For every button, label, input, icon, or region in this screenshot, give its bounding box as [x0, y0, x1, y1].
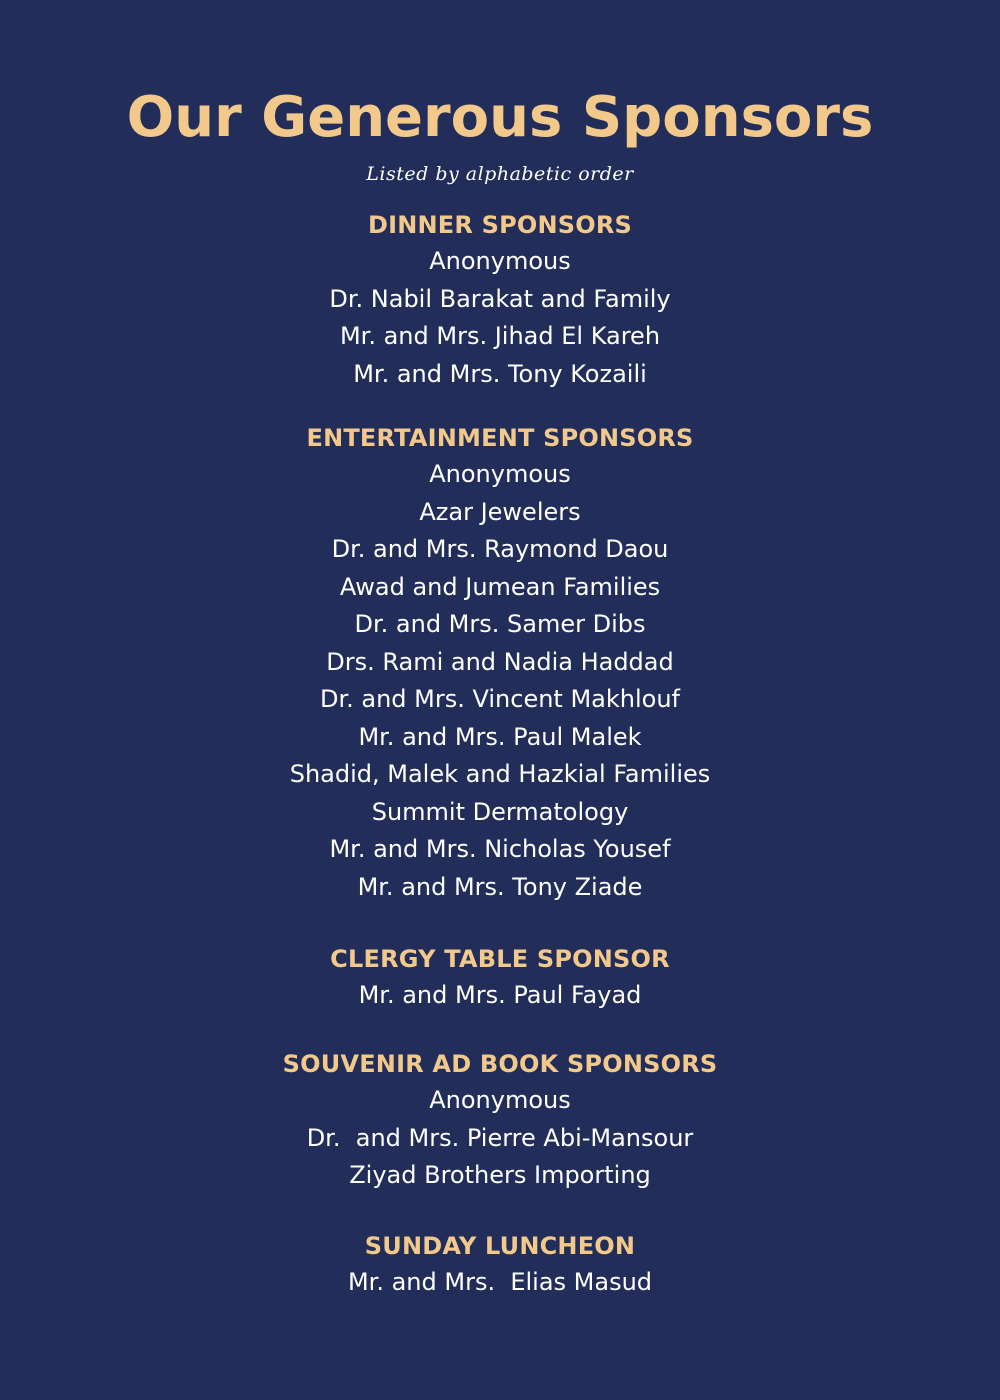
- sponsor-name: Awad and Jumean Families: [339, 572, 661, 601]
- sponsor-name: Anonymous: [429, 247, 571, 275]
- sponsor-name: Mr. and Mrs. Paul Fayad: [358, 981, 642, 1009]
- sunday-luncheon-section: [0, 1228, 1000, 1302]
- sponsor-name: Mr. and Mrs. Paul Malek: [358, 722, 642, 751]
- souvenir-ad-book-sponsors-section: [0, 1046, 1000, 1195]
- sponsor-list: [0, 977, 1000, 1015]
- sponsor-name: Anonymous: [429, 1086, 571, 1114]
- sponsor-name: Azar Jewelers: [419, 497, 581, 526]
- page-subtitle: Listed by alphabetic order: [366, 163, 634, 185]
- sponsor-name: Mr. and Mrs. Nicholas Yousef: [329, 835, 671, 863]
- section-heading: ENTERTAINMENT SPONSORS: [306, 424, 694, 452]
- sponsor-name: Mr. and Mrs. Elias Masud: [347, 1268, 653, 1296]
- entertainment-sponsors-section: [0, 420, 1000, 906]
- dinner-sponsors-section: [0, 207, 1000, 393]
- sponsor-name: Dr. Nabil Barakat and Family: [329, 284, 671, 313]
- sponsor-name: Mr. and Mrs. Jihad El Kareh: [339, 322, 661, 350]
- sponsor-name: Mr. and Mrs. Tony Kozaili: [353, 359, 647, 388]
- sponsor-name: Dr. and Mrs. Samer Dibs: [354, 610, 646, 638]
- sponsor-name: Drs. Rami and Nadia Haddad: [326, 647, 674, 676]
- section-heading: DINNER SPONSORS: [367, 211, 633, 239]
- sponsor-name: Ziyad Brothers Importing: [349, 1161, 651, 1189]
- sponsor-name: Anonymous: [429, 460, 571, 488]
- section-heading: CLERGY TABLE SPONSOR: [330, 945, 670, 973]
- sponsor-list: [0, 1264, 1000, 1302]
- sponsor-name: Summit Dermatology: [371, 797, 629, 826]
- page-title: Our Generous Sponsors: [126, 85, 874, 150]
- sponsor-list: [0, 243, 1000, 393]
- sponsor-name: Mr. and Mrs. Tony Ziade: [357, 872, 643, 901]
- sponsor-name: Dr. and Mrs. Raymond Daou: [331, 535, 669, 563]
- sponsor-list: [0, 456, 1000, 906]
- sponsor-list: [0, 1082, 1000, 1195]
- sponsor-name: Dr. and Mrs. Vincent Makhlouf: [319, 685, 681, 713]
- clergy-table-sponsor-section: [0, 941, 1000, 1015]
- section-heading: SOUVENIR AD BOOK SPONSORS: [282, 1050, 718, 1078]
- sponsor-name: Shadid, Malek and Hazkial Families: [289, 760, 711, 788]
- section-heading: SUNDAY LUNCHEON: [364, 1232, 636, 1260]
- sponsor-name: Dr. and Mrs. Pierre Abi-Mansour: [306, 1123, 694, 1152]
